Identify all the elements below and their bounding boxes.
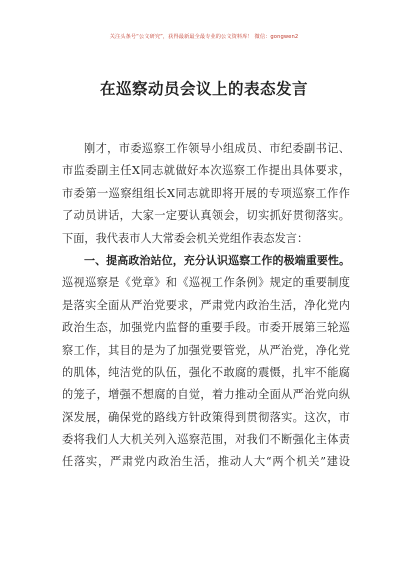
section-heading: 一、提高政治站位，充分认识巡察工作的极端重要性。: [84, 253, 350, 267]
paragraph-line: 的肌体，纯洁党的队伍，强化不敢腐的震慑，扎牢不能腐: [62, 365, 350, 379]
paragraph-line: 刚才，市委巡察工作领导小组成员、市纪委副书记、: [84, 142, 350, 155]
paragraph-line: 市监委副主任X同志就做好本次巡察工作提出具体要求，: [62, 164, 350, 178]
header-note: 关注头条号“公文研究”，获得最新最全最专业的公文资料库！ 微信：gongwen2: [109, 34, 299, 40]
paragraph-line: 下面，我代表市人大常委会机关党组作表态发言：: [62, 231, 309, 245]
paragraph-line: 政治生态，加强党内监督的重要手段。市委开展第三轮巡: [62, 321, 350, 335]
paragraph-line: 的笼子，增强不想腐的自觉，着力推动全面从严治党向纵: [62, 388, 350, 402]
paragraph-line: 市委第一巡察组组长X同志就即将开展的专项巡察工作作: [62, 186, 350, 200]
paragraph-line: 巡视巡察是《党章》和《巡视工作条例》规定的重要制度: [62, 276, 350, 290]
paragraph-line: 委将我们人大机关列入巡察范围，对我们不断强化主体责: [62, 433, 350, 447]
paragraph-line: 深发展，确保党的路线方针政策得到贯彻落实。这次，市: [62, 410, 350, 424]
paragraph-line: 察工作，其目的是为了加强党要管党，从严治党，净化党: [62, 343, 350, 357]
paragraph-line: 了动员讲话，大家一定要认真领会，切实抓好贯彻落实。: [62, 209, 350, 223]
page-title: 在巡察动员会议上的表态发言: [99, 80, 308, 98]
paragraph-line: 任落实，严肃党内政治生活，推动人大“两个机关”建设: [62, 455, 350, 469]
document-body: [62, 138, 350, 474]
paragraph-line: 是落实全面从严治党要求，严肃党内政治生活，净化党内: [62, 298, 350, 312]
